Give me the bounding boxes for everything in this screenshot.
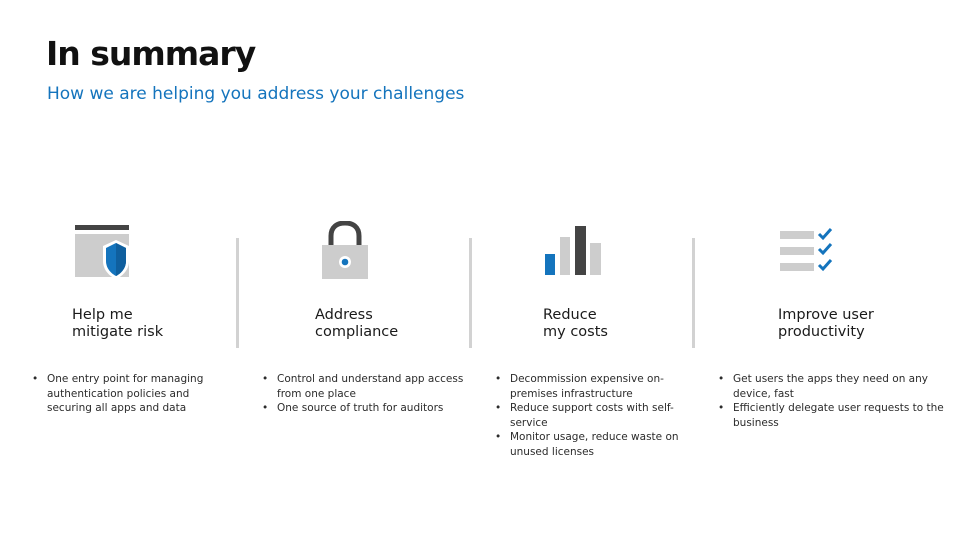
column-divider [469,238,472,348]
column-heading: Help me mitigate risk [72,307,164,340]
padlock-icon [322,221,368,285]
bullet-list [31,372,211,416]
column-divider [236,238,239,348]
bar-chart-icon [545,225,603,281]
bullet-item: • Get users the apps they need on any device, fast [717,372,945,401]
bullet-list [261,372,466,416]
column-heading: Improve user productivity [778,307,874,340]
column-heading: Address compliance [315,307,399,340]
bullet-list [717,372,945,430]
page-subtitle: How we are helping you address your challenges [47,84,465,104]
column-heading: Reduce my costs [543,307,608,340]
bullet-item: • Decommission expensive on-premises infrastructure [494,372,684,401]
bullet-item: • Control and understand app access from one place [261,372,466,401]
shield-window-icon [75,225,133,287]
bullet-item: • Monitor usage, reduce waste on unused licenses [494,430,684,459]
page-title: In summary [46,34,256,73]
bullet-item: • One entry point for managing authentication policies and securing all apps and data [31,372,211,416]
checklist-icon [780,226,836,280]
bullet-item: • One source of truth for auditors [261,401,466,416]
bullet-list [494,372,684,459]
bullet-item: • Reduce support costs with self-service [494,401,684,430]
column-divider [692,238,695,348]
bullet-item: • Efficiently delegate user requests to the business [717,401,945,430]
